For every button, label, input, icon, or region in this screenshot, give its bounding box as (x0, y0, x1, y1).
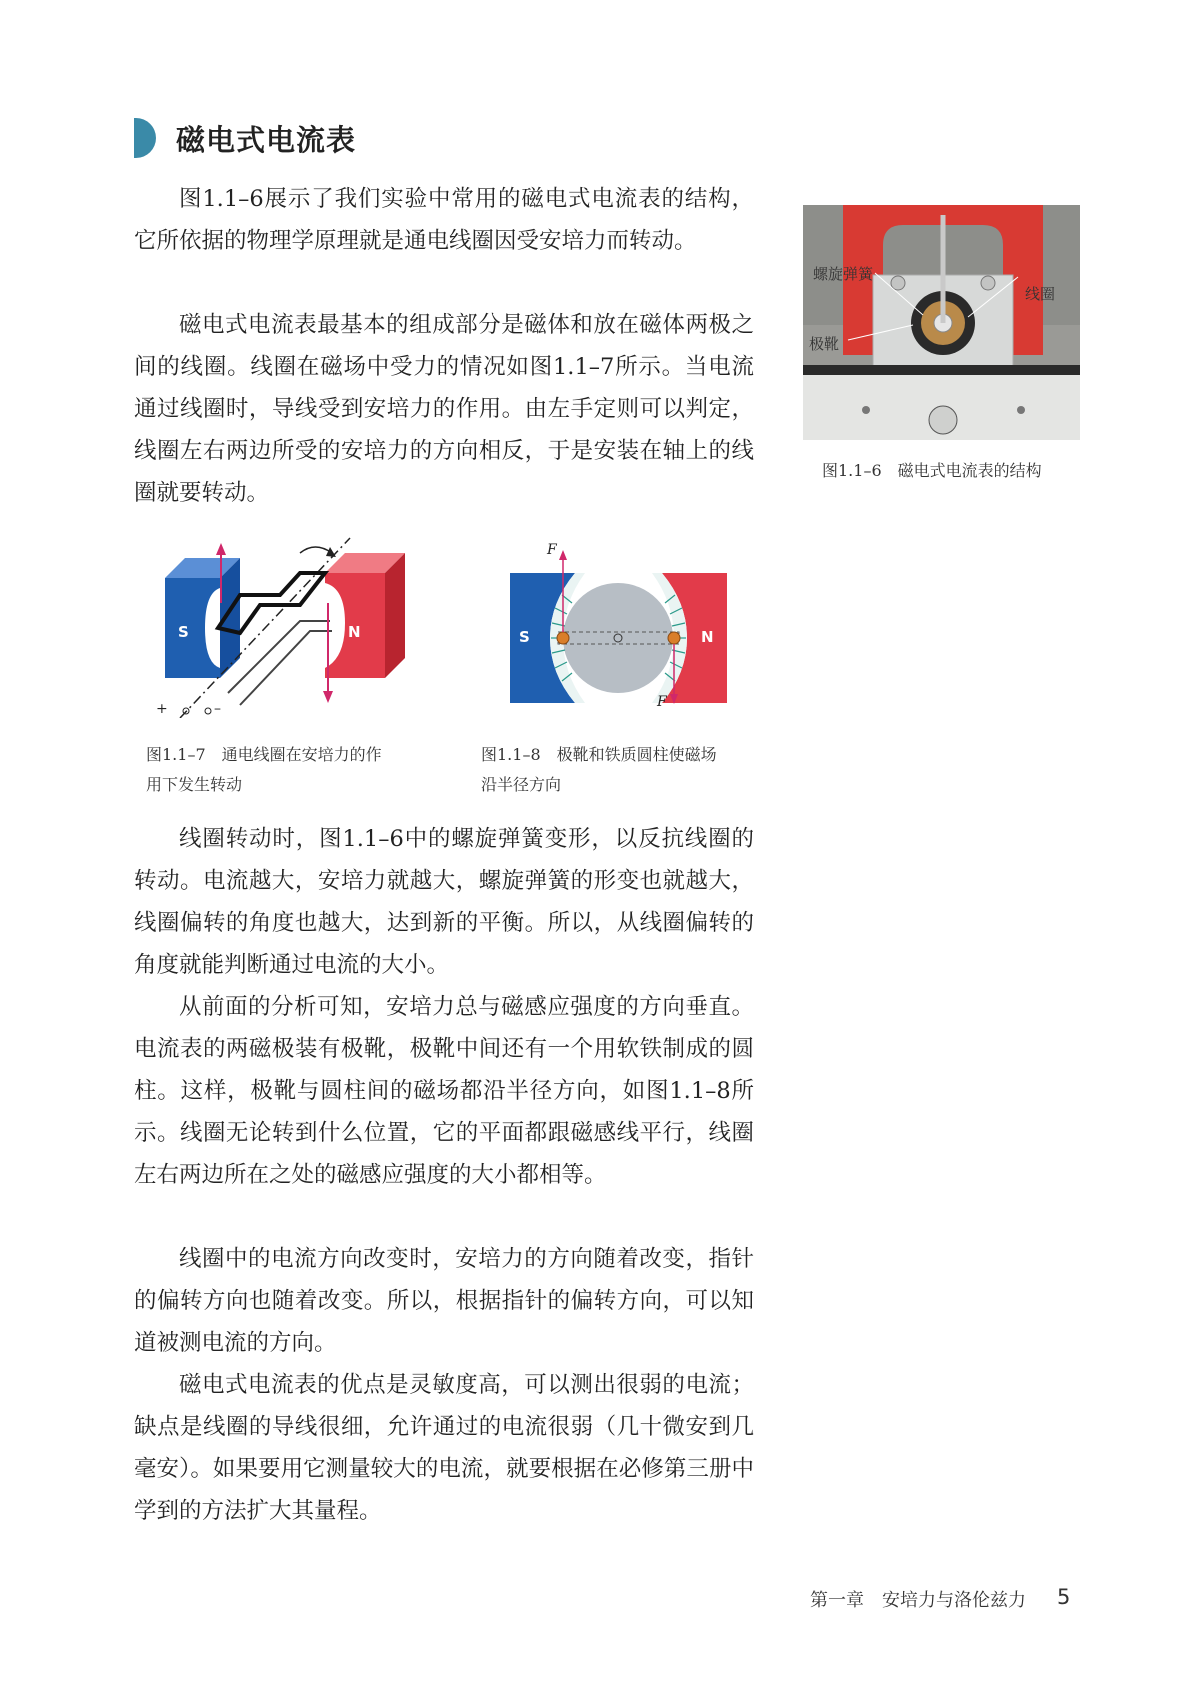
label-minus-terminal: – (214, 701, 221, 717)
label-force-bottom: F (657, 694, 667, 710)
paragraph-6: 磁电式电流表的优点是灵敏度高，可以测出很弱的电流；缺点是线圈的导线很细，允许通过的电流很弱（几十微安到几毫安）。如果要用它测量较大的电流，就要根据在必修第三册中学到的方法扩大其量程。 (134, 1372, 754, 1524)
label-south-pole: S (178, 623, 189, 641)
label-south-pole: S (519, 628, 530, 646)
paragraph-3: 线圈转动时，图1.1–6中的螺旋弹簧变形，以反抗线圈的转动。电流越大，安培力就越大，螺旋弹簧的形变也就越大，线圈偏转的角度也越大，达到新的平衡。所以，从线圈偏转的角度就能判断通过电流的大小。 (134, 826, 754, 978)
label-pole-shoe: 极靴 (809, 335, 840, 353)
paragraph-2: 磁电式电流表最基本的组成部分是磁体和放在磁体两极之间的线圈。线圈在磁场中受力的情况如图1.1–7所示。当电流通过线圈时，导线受到安培力的作用。由左手定则可以判定，线圈左右两边所受的安培力的方向相反，于是安装在轴上的线圈就要转动。 (134, 312, 754, 506)
figure-1-1-8-diagram (505, 542, 735, 710)
paragraph-4: 从前面的分析可知，安培力总与磁感应强度的方向垂直。电流表的两磁极装有极靴，极靴中间还有一个用软铁制成的圆柱。这样，极靴与圆柱间的磁场都沿半径方向，如图1.1–8所示。线圈无论转到什么位置，它的平面都跟磁感线平行，线圈左右两边所在之处的磁感应强度的大小都相等。 (134, 994, 754, 1188)
section-marker (134, 118, 156, 158)
label-plus-terminal: + (156, 701, 168, 717)
figure-1-1-6-caption: 图1.1–6 磁电式电流表的结构 (822, 461, 1042, 480)
figure-1-1-8-caption-line2: 沿半径方向 (481, 775, 562, 794)
footer-chapter-title: 第一章 安培力与洛伦兹力 (810, 1590, 1026, 1611)
figure-1-1-7-caption-line1: 图1.1–7 通电线圈在安培力的作 (146, 745, 382, 764)
figure-1-1-6-photo (803, 205, 1080, 440)
paragraph-1: 图1.1–6展示了我们实验中常用的磁电式电流表的结构，它所依据的物理学原理就是通电线圈因受安培力而转动。 (134, 186, 754, 254)
figure-1-1-7-caption-line2: 用下发生转动 (146, 775, 243, 794)
label-force-top: F (547, 542, 557, 558)
coil-rotation-diagram (150, 533, 420, 718)
figure-1-1-8-caption-line1: 图1.1–8 极靴和铁质圆柱使磁场 (481, 745, 717, 764)
figure-1-1-7-diagram (150, 533, 420, 718)
label-north-pole: N (701, 628, 714, 646)
label-spiral-spring: 螺旋弹簧 (813, 265, 874, 283)
label-north-pole: N (348, 623, 361, 641)
paragraph-5: 线圈中的电流方向改变时，安培力的方向随着改变，指针的偏转方向也随着改变。所以，根据指针的偏转方向，可以知道被测电流的方向。 (134, 1246, 754, 1356)
page-number: 5 (1057, 1585, 1071, 1609)
section-title: 磁电式电流表 (176, 123, 357, 157)
galvanometer-photo (803, 205, 1080, 440)
label-coil: 线圈 (1025, 285, 1056, 303)
